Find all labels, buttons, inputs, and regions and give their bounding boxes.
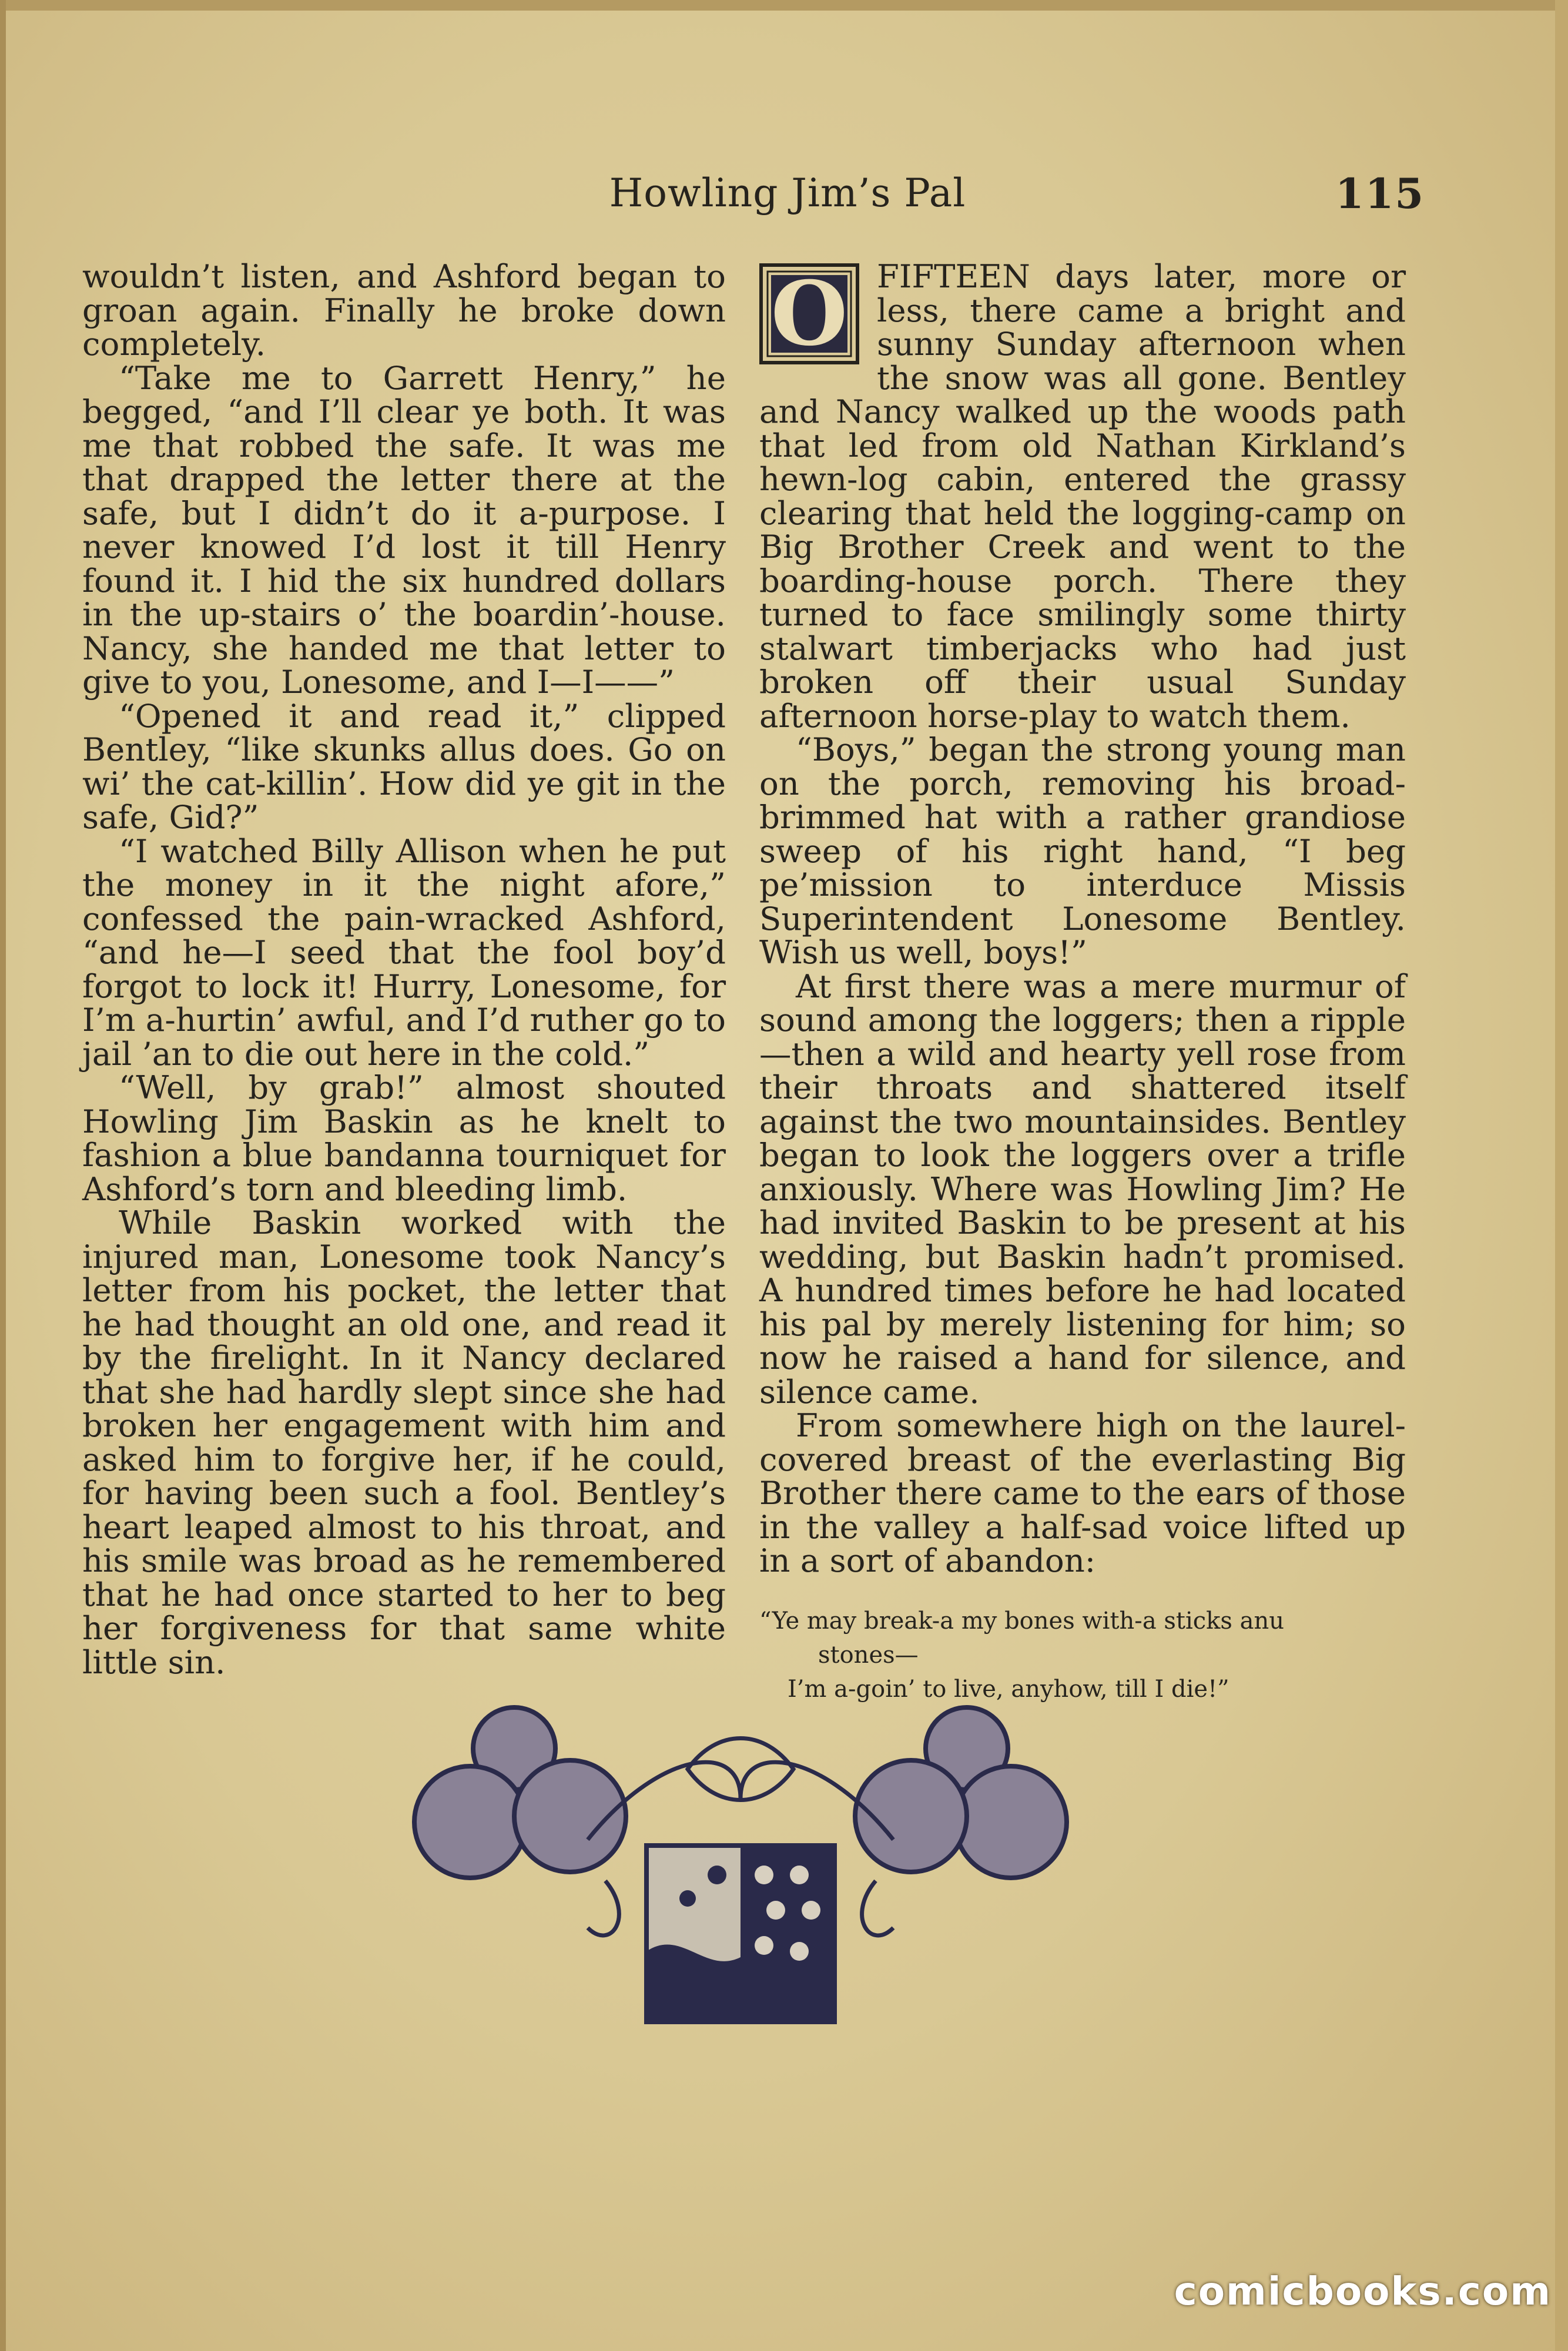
left-paragraph: While Baskin worked with the injured man, Lonesome took Nancy’s letter from his pocket, the letter that he had thought an old one, and read it by the firelight. In it Nancy declared that she had hardly slept since she had broken her engagement with him and asked him to forgive her, if he could, for having been such a fool. Bentley’s heart leaped almost to his throat, and his smile was broad as he remembered that he had once started to her to beg her forgiveness for that same white little sin. — [82, 1204, 726, 1681]
left-paragraph: “Opened it and read it,” clipped Bentley, “like skunks allus does. Go on wi’ the cat-killin’. How did ye git in the safe, Gid?” — [82, 696, 726, 836]
verse-line: “Ye may break-a my bones with-a sticks anu — [759, 1607, 1285, 1635]
right-paragraph: At first there was a mere murmur of sound among the loggers; then a ripple—then a wild and hearty yell rose from their throats and shattered itself against the two mountainsides. Bentley began to look the loggers over a trifle anxiously. Where was Howling Jim? He had invited Baskin to be present at his wedding, but Baskin hadn’t promised. A hundred times before he had located his pal by merely listening for him; so now he raised a hand for silence, and silence came. — [759, 967, 1406, 1411]
left-paragraph: “I watched Billy Allison when he put the money in it the night afore,” confessed the pain-wracked Ashford, “and he—I seed that the fool boy’d forgot to lock it! Hurry, Lonesome, for I’m a-hurtin’ awful, and I’d ruther go to jail ’an to die out here in the cold.” — [82, 832, 726, 1073]
verse-line: I’m a-goin’ to live, anyhow, till I die!” — [788, 1675, 1229, 1703]
page-top-edge — [0, 0, 1568, 11]
right-paragraph: “Boys,” began the strong young man on the porch, removing his broad-brimmed hat with a rather grandiose sweep of his right hand, “I beg pe’mission to interduce Missis Superintendent Lonesome Bentley. Wish us well, boys!” — [759, 731, 1406, 971]
left-column — [82, 257, 726, 1681]
running-title: Howling Jim’s Pal — [609, 170, 966, 216]
site-watermark: comicbooks.com — [1174, 2269, 1552, 2314]
right-paragraph: From somewhere high on the laurel-covered breast of the everlasting Big Brother there came to the ears of those in the valley a half-sad voice lifted up in a sort of abandon: — [759, 1406, 1406, 1579]
left-paragraph: wouldn’t listen, and Ashford began to groan again. Finally he broke down completely. — [82, 257, 726, 363]
left-paragraph: “Take me to Garrett Henry,” he begged, “and I’ll clear ye both. It was me that robbed the safe. It was me that drapped the letter there at the safe, but I didn’t do it a-purpose. I never knowed I’d lost it till Henry found it. I hid the six hundred dollars in the up-stairs o’ the boardin’-house. Nancy, she handed me that letter to give to you, Lonesome, and I—I——” — [82, 359, 726, 701]
drop-cap — [759, 263, 859, 364]
verse-line: stones— — [818, 1641, 919, 1669]
drop-cap-letter: O — [770, 262, 848, 366]
page-number: 115 — [1335, 169, 1425, 218]
right-paragraph: FIFTEEN days later, more or less, there came a bright and sunny Sunday afternoon when the snow was all gone. Bentley and Nancy walked up the woods path that led from old Nathan Kirkland’s hewn-log cabin, entered the grassy clearing that held the logging-camp on Big Brother Creek and went to the boarding-house porch. There they turned to face smilingly some thirty stalwart timberjacks who had just broken off their usual Sunday afternoon horse-play to watch them. — [759, 257, 1406, 735]
page-right-edge — [1555, 0, 1568, 2351]
right-column — [759, 257, 1406, 1706]
page-left-edge — [0, 0, 6, 2351]
left-paragraph: “Well, by grab!” almost shouted Howling Jim Baskin as he knelt to fashion a blue bandanna tourniquet for Ashford’s torn and bleeding limb. — [82, 1069, 726, 1208]
verse-quote — [759, 1604, 1406, 1706]
decorative-ornament-icon — [411, 1704, 1070, 2034]
